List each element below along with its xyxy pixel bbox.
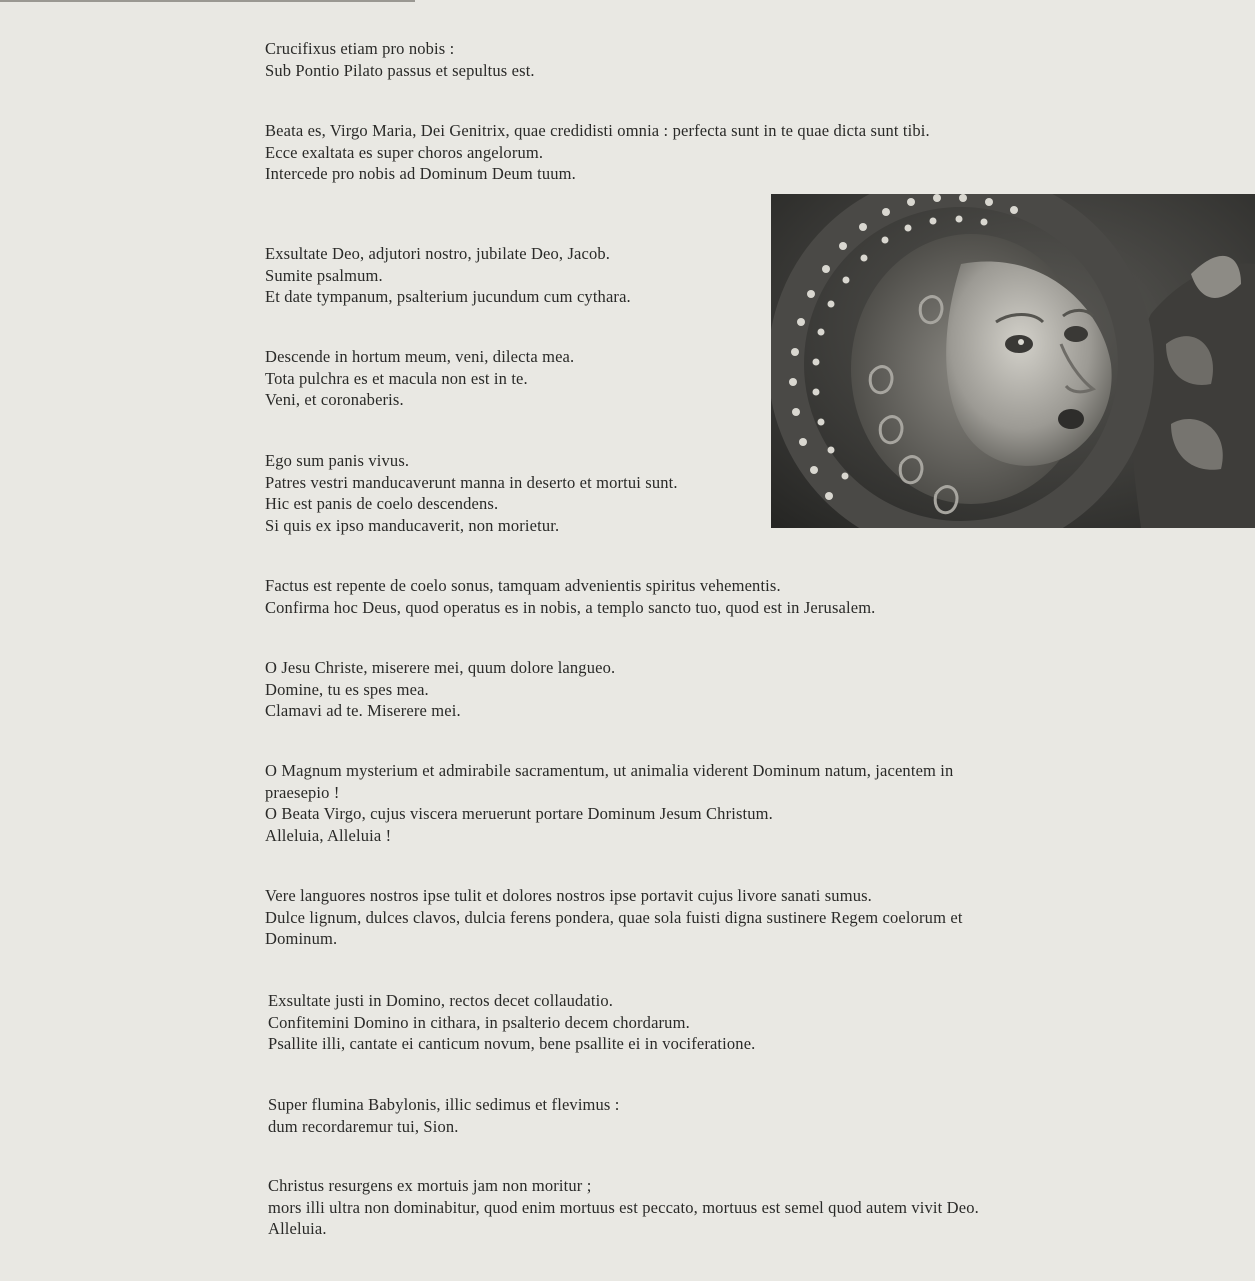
- stanza-line: Ecce exaltata es super choros angelorum.: [265, 142, 544, 162]
- stanza-line: Sub Pontio Pilato passus et sepultus est.: [265, 60, 535, 80]
- stanza-line: Si quis ex ipso manducaverit, non morietur.: [265, 515, 560, 535]
- stanza-12: [268, 1175, 1024, 1240]
- stanza-1: [265, 38, 1020, 81]
- stanza-line: Patres vestri manducaverunt manna in deserto et mortui sunt.: [265, 472, 678, 492]
- stanza-3: [265, 243, 765, 308]
- top-rule: [0, 0, 415, 2]
- stanza-line: O Jesu Christe, miserere mei, quum dolore langueo.: [265, 658, 616, 677]
- stanza-8: [265, 760, 1022, 846]
- stanza-line: Crucifixus etiam pro nobis :: [265, 39, 455, 58]
- stanza-line: Ego sum panis vivus.: [265, 451, 410, 470]
- stanza-5: [265, 450, 769, 536]
- stanza-10: [268, 990, 1023, 1055]
- stanza-line: Beata es, Virgo Maria, Dei Genitrix, quae credidisti omnia : perfecta sunt in te quae dicta sunt tibi.: [265, 121, 930, 140]
- stanza-line: Domine, tu es spes mea.: [265, 679, 429, 699]
- stanza-line: Confitemini Domino in cithara, in psalterio decem chordarum.: [268, 1012, 690, 1032]
- stanza-line: mors illi ultra non dominabitur, quod enim mortuus est peccato, mortuus est semel quod autem vivit Deo.: [268, 1197, 979, 1217]
- stanza-line: Vere languores nostros ipse tulit et dolores nostros ipse portavit cujus livore sanati sumus.: [265, 886, 872, 905]
- stanza-line: Confirma hoc Deus, quod operatus es in nobis, a templo sancto tuo, quod est in Jerusalem.: [265, 597, 876, 617]
- stanza-line: Hic est panis de coelo descendens.: [265, 494, 499, 513]
- stanza-line: Descende in hortum meum, veni, dilecta mea.: [265, 347, 575, 366]
- stanza-line: Alleluia.: [268, 1219, 327, 1238]
- stanza-line: dum recordaremur tui, Sion.: [268, 1116, 459, 1136]
- angel-halo-photo: [771, 194, 1255, 528]
- stanza-line: Exsultate Deo, adjutori nostro, jubilate Deo, Jacob.: [265, 244, 611, 263]
- stanza-line: Intercede pro nobis ad Dominum Deum tuum.: [265, 164, 576, 183]
- stanza-line: Exsultate justi in Domino, rectos decet collaudatio.: [268, 991, 614, 1010]
- stanza-line: Alleluia, Alleluia !: [265, 825, 392, 845]
- stanza-line: Clamavi ad te. Miserere mei.: [265, 701, 461, 720]
- stanza-line: Sumite psalmum.: [265, 265, 383, 285]
- stanza-line: Et date tympanum, psalterium jucundum cum cythara.: [265, 287, 631, 306]
- stanza-line: Dulce lignum, dulces clavos, dulcia ferens pondera, quae sola fuisti digna sustinere Regem coelorum et Dominum.: [265, 907, 963, 948]
- stanza-line: Veni, et coronaberis.: [265, 390, 404, 409]
- stanza-line: O Magnum mysterium et admirabile sacramentum, ut animalia viderent Dominum natum, jacentem in praesepio !: [265, 761, 954, 802]
- stanza-line: O Beata Virgo, cujus viscera meruerunt portare Dominum Jesum Christum.: [265, 804, 773, 823]
- stanza-line: Psallite illi, cantate ei canticum novum, bene psallite ei in vociferatione.: [268, 1034, 756, 1053]
- stanza-line: Tota pulchra es et macula non est in te.: [265, 368, 528, 388]
- stanza-6: [265, 575, 1020, 618]
- stanza-line: Super flumina Babylonis, illic sedimus et flevimus :: [268, 1095, 620, 1114]
- stanza-2: [265, 120, 1017, 185]
- stanza-9: [265, 885, 1022, 950]
- stanza-11: [268, 1094, 1023, 1137]
- stanza-line: Christus resurgens ex mortuis jam non moritur ;: [268, 1176, 592, 1195]
- stanza-line: Factus est repente de coelo sonus, tamquam advenientis spiritus vehementis.: [265, 576, 781, 595]
- stanza-7: [265, 657, 1020, 722]
- stanza-4: [265, 346, 765, 411]
